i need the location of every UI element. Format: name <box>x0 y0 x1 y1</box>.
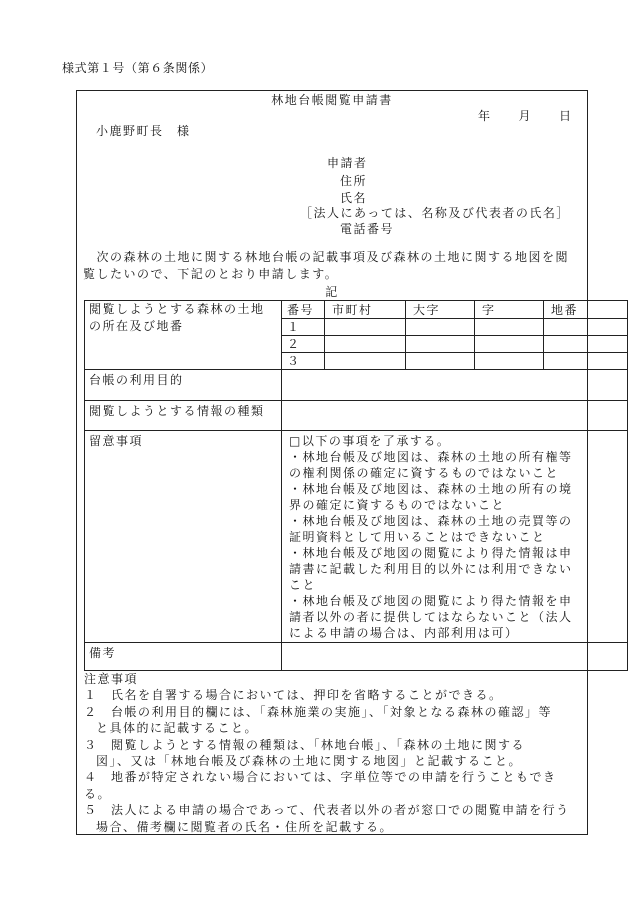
precaution-line: 界の確定に資するものではないこと <box>289 498 506 512</box>
table-row <box>85 643 628 671</box>
municipality-cell <box>325 319 406 336</box>
addressee: 小鹿野町長 様 <box>96 124 191 138</box>
info-type-field <box>282 401 628 431</box>
aza-cell <box>475 353 544 370</box>
aza-cell <box>475 336 544 353</box>
note-line: 場合、備考欄に閲覧者の氏名・住所を記載する。 <box>96 819 394 834</box>
oaza-cell <box>406 336 475 353</box>
note-item <box>84 802 570 835</box>
column-header-municipality: 市町村 <box>325 301 406 319</box>
applicant-address-label: 住所 <box>340 174 368 188</box>
applicant-phone-label: 電話番号 <box>340 222 395 236</box>
precaution-line: ・林地台帳及び地図は、森林の土地の所有権等 <box>289 450 573 464</box>
precaution-line: ・林地台帳及び地図の閲覧により得た情報を申 <box>289 594 573 608</box>
applicant-name-label: 氏名 <box>340 191 368 205</box>
row-number: ３ <box>282 353 325 370</box>
application-table <box>84 300 628 671</box>
table-row <box>85 431 628 643</box>
lot-number-cell <box>544 319 628 336</box>
column-header-oaza: 大字 <box>406 301 475 319</box>
row-number: １ <box>282 319 325 336</box>
column-header-aza: 字 <box>475 301 544 319</box>
purpose-label: 台帳の利用目的 <box>85 370 282 401</box>
intro-line: 覧したいので、下記のとおり申請します。 <box>83 267 339 281</box>
precaution-line: □以下の事項を了承する。 <box>289 434 451 448</box>
column-header-lot-number: 地番 <box>544 301 628 319</box>
remarks-field <box>282 643 628 671</box>
remarks-label: 備考 <box>85 643 282 671</box>
intro-paragraph <box>83 249 569 283</box>
municipality-cell <box>325 353 406 370</box>
aza-cell <box>475 319 544 336</box>
row-number: ２ <box>282 336 325 353</box>
applicant-corporate-note: ［法人にあっては、名称及び代表者の氏名］ <box>300 206 570 220</box>
ki-heading: 記 <box>325 285 339 299</box>
form-title: 林地台帳閲覧申請書 <box>271 93 393 107</box>
note-line: ５ 法人による申請の場合であって、代表者以外の者が窓口での閲覧申請を行う <box>84 803 570 818</box>
note-line: ４ 地番が特定されない場合においては、字単位等での申請を行うこともでき <box>84 770 557 785</box>
municipality-cell <box>325 336 406 353</box>
notes-section <box>84 671 570 835</box>
precaution-line: の権利関係の確定に資するものではないこと <box>289 466 560 480</box>
note-item <box>84 704 570 737</box>
lot-number-cell <box>544 336 628 353</box>
date-line: 年 月 日 <box>478 109 573 123</box>
purpose-field <box>282 370 628 401</box>
intro-line: 次の森林の土地に関する林地台帳の記載事項及び森林の土地に関する地図を閲 <box>83 250 570 264</box>
note-line: １ 氏名を自署する場合においては、押印を省略することができる。 <box>84 688 503 703</box>
note-line: る。 <box>84 786 112 801</box>
note-line: ３ 閲覧しようとする情報の種類は、「林地台帳」、「森林の土地に関する <box>84 737 526 752</box>
location-label-cell <box>85 301 282 370</box>
precaution-line: こと <box>289 578 317 592</box>
location-label-line: 閲覧しようとする森林の土地 <box>89 302 265 316</box>
lot-number-cell <box>544 353 628 370</box>
oaza-cell <box>406 353 475 370</box>
precaution-line: ・林地台帳及び地図は、森林の土地の所有の境 <box>289 482 573 496</box>
precaution-line: ・林地台帳及び地図の閲覧により得た情報は申 <box>289 546 573 560</box>
note-line: 図」、又は「林地台帳及び森林の土地に関する地図」と記載すること。 <box>96 754 523 769</box>
info-type-label: 閲覧しようとする情報の種類 <box>85 401 282 431</box>
column-header-number: 番号 <box>282 301 325 319</box>
note-line: と具体的に記載すること。 <box>96 721 259 736</box>
notes-heading: 注意事項 <box>84 672 139 686</box>
note-item <box>84 737 570 770</box>
precaution-line: ・林地台帳及び地図は、森林の土地の売買等の <box>289 514 573 528</box>
location-label-line: の所在及び地番 <box>89 319 184 333</box>
precaution-line: 請書に記載した利用目的以外には利用できない <box>289 562 573 576</box>
precautions-label: 留意事項 <box>85 431 282 643</box>
table-row <box>85 401 628 431</box>
oaza-cell <box>406 319 475 336</box>
precautions-content <box>282 431 628 643</box>
table-row <box>85 301 628 319</box>
note-line: ２ 台帳の利用目的欄には、「森林施業の実施」、「対象となる森林の確認」等 <box>84 704 553 719</box>
note-item <box>84 687 570 703</box>
precaution-line: 請者以外の者に提供してはならないこと（法人 <box>289 610 573 624</box>
precaution-line: による申請の場合は、内部利用は可） <box>289 626 519 640</box>
note-item <box>84 769 570 802</box>
precaution-line: 証明資料として用いることはできないこと <box>289 530 546 544</box>
application-form-frame <box>76 90 588 835</box>
form-number: 様式第１号（第６条関係） <box>62 61 214 75</box>
applicant-heading: 申請者 <box>327 156 368 170</box>
table-row <box>85 370 628 401</box>
